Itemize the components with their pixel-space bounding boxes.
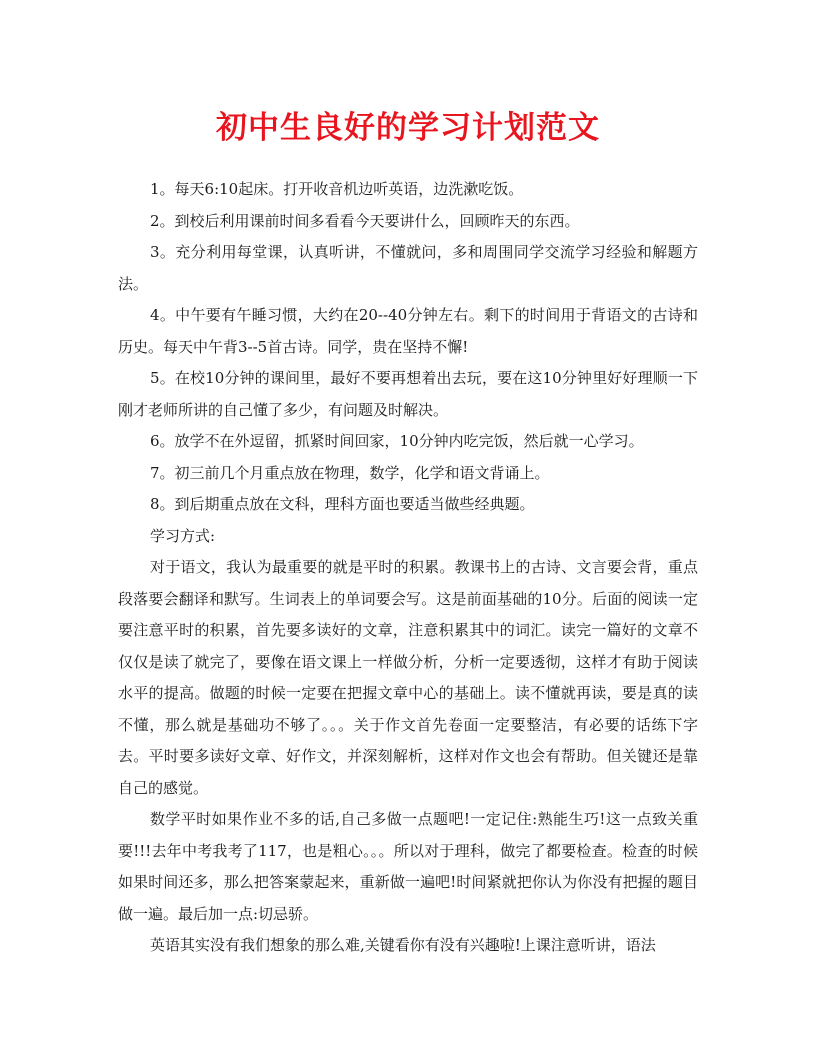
- paragraph-4: 4。中午要有午睡习惯，大约在20--40分钟左右。剩下的时间用于背语文的古诗和历史。每天中午背3--5首古诗。同学，贵在坚持不懈!: [118, 306, 698, 356]
- paragraph-3: 3。充分利用每堂课，认真听讲，不懂就问，多和周围同学交流学习经验和解题方法。: [118, 243, 698, 293]
- paragraph-2: 2。到校后利用课前时间多看看今天要讲什么，回顾昨天的东西。: [150, 211, 580, 230]
- paragraph-chinese: 对于语文，我认为最重要的就是平时的积累。教课书上的古诗、文言要会背，重点段落要会翻译和默写。生词表上的单词要会写。这是前面基础的10分。后面的阅读一定要注意平时的积累，首先要多读好的文章，注意积累其中的词汇。读完一篇好的文章不仅仅是读了就完了，要像在语文课上一样做分析，分析一定要透彻，这样才有助于阅读水平的提高。做题的时候一定要在把握文章中心的基础上。读不懂就再读，要是真的读不懂，那么就是基础功不够了。。。关于作文首先卷面一定要整洁，有必要的话练下字去。平时要多读好文章、好作文，并深刻解析，这样对作文也会有帮助。但关键还是靠自己的感觉。: [118, 558, 698, 797]
- paragraph-english: 英语其实没有我们想象的那么难,关键看你有没有兴趣啦!上课注意听讲，语法: [150, 936, 656, 954]
- paragraph-7: 7。初三前几个月重点放在物理，数学，化学和语文背诵上。: [150, 463, 550, 482]
- paragraph-8: 8。到后期重点放在文科，理科方面也要适当做些经典题。: [150, 495, 535, 513]
- paragraph-5: 5。在校10分钟的课间里，最好不要再想着出去玩，要在这10分钟里好好理顺一下刚才老师所讲的自己懂了多少，有问题及时解决。: [118, 369, 698, 419]
- section-heading-study-method: 学习方式:: [150, 526, 216, 545]
- document-title: 初中生良好的学习计划范文: [216, 110, 600, 146]
- paragraph-math: 数学平时如果作业不多的话,自己多做一点题吧!一定记住:熟能生巧!这一点致关重要!!!去年中考我考了117，也是粗心。。。所以对于理科，做完了都要检查。检查的时候如果时间还多，那么把答案蒙起来，重新做一遍吧!时间紧就把你认为你没有把握的题目做一遍。最后加一点:切忌骄。: [118, 810, 698, 923]
- document-body: [118, 174, 698, 962]
- paragraph-6: 6。放学不在外逗留，抓紧时间回家，10分钟内吃完饭，然后就一心学习。: [150, 432, 644, 450]
- paragraph-1: 1。每天6:10起床。打开收音机边听英语，边洗漱吃饭。: [150, 180, 524, 198]
